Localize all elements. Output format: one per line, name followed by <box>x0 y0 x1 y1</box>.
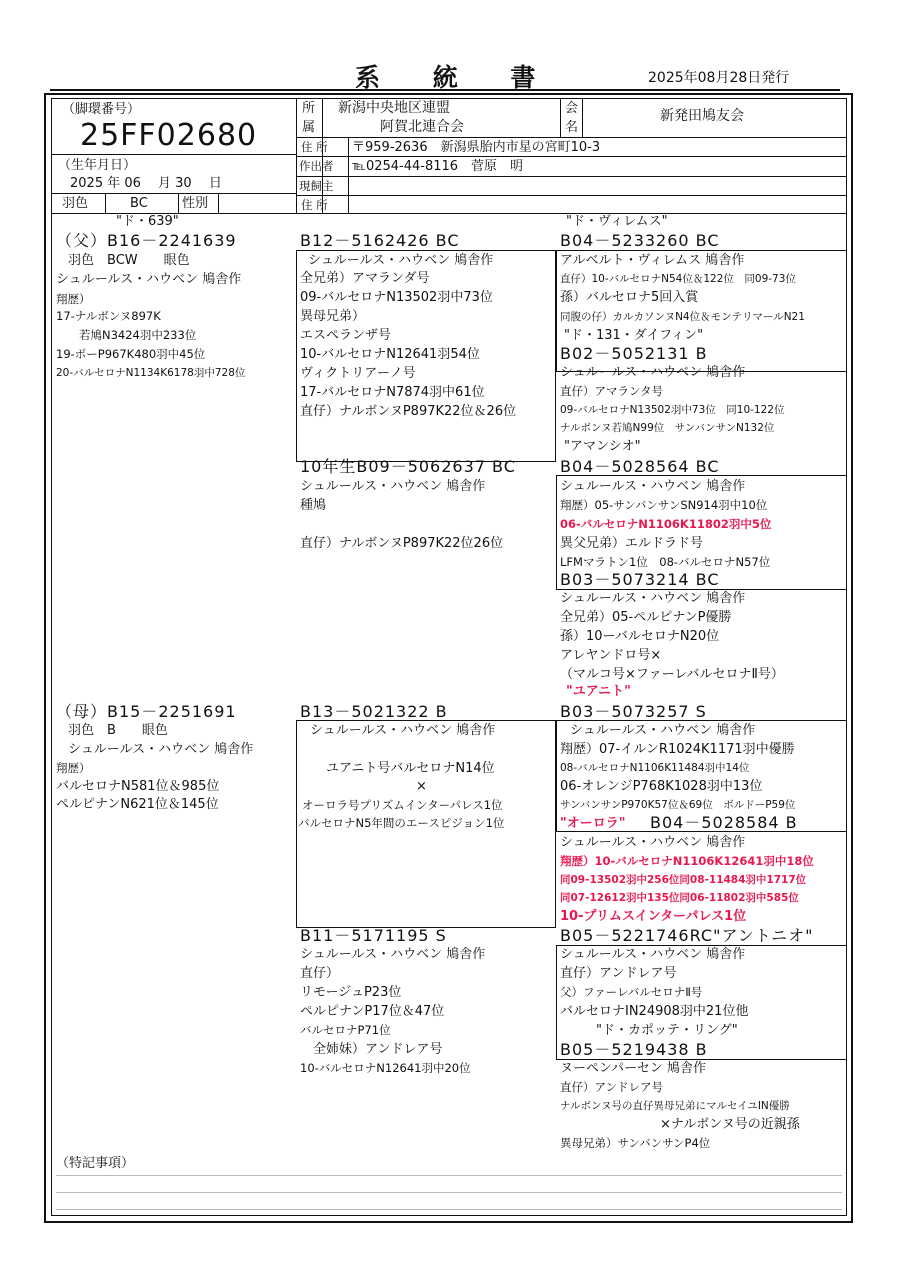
maker-info: ℡0254-44-8116 菅原 明 <box>352 159 524 174</box>
dd-breeder: シュルールス・ハウベン 鳩舎作 <box>300 947 486 962</box>
sds-breeder: シュルールス・ハウベン 鳩舎作 <box>560 479 746 494</box>
dds-line: 父）ファーレバルセロナⅡ号 <box>560 985 703 999</box>
dsd-line-highlight: 同09-13502羽中256位同08-11484羽中1717位 <box>560 874 807 886</box>
sd-breeder: シュルールス・ハウベン 鳩舎作 <box>300 479 486 494</box>
color-value: BC <box>130 196 148 211</box>
sss-name: "ド・ヴィレムス" <box>566 214 668 229</box>
sds-name: "アマンシオ" <box>564 439 641 454</box>
dsd-name: "オーロラ" <box>560 816 626 831</box>
dss-line: 08-バルセロナN1106K11484羽中14位 <box>560 762 750 774</box>
federation: 新潟中央地区連盟 <box>338 100 450 116</box>
ds-ring: B13－5021322 B <box>300 702 448 721</box>
sire-line: 19-ポーP967K480羽中45位 <box>56 347 206 361</box>
club-label-2: 名 <box>565 120 579 135</box>
birth-date: 2025 年 06 月 30 日 <box>70 176 222 191</box>
ss-line: 異母兄弟） <box>300 309 366 324</box>
sire-line: 若鳩N3424羽中233位 <box>56 328 197 342</box>
address: 〒959-2636 新潟県胎内市星の宮町10-3 <box>352 140 601 155</box>
dd-line: リモージュP23位 <box>300 985 402 1000</box>
color-label: 羽色 <box>62 196 89 211</box>
affiliation-label-2: 属 <box>302 120 316 135</box>
remarks-label: （特記事項） <box>56 1156 135 1171</box>
ds-line: バルセロナN5年間のエースピジョン1位 <box>298 816 505 830</box>
sds-line: 翔歴）05-サンバンサンSN914羽中10位 <box>560 498 768 512</box>
club-name: 新発田鳩友会 <box>660 108 744 124</box>
ss-line: 10-バルセロナN12641羽54位 <box>300 347 480 362</box>
ss-line: ヴィクトリアーノ号 <box>300 366 416 381</box>
sdd-line: （マルコ号×ファーレバルセロナⅡ号） <box>560 667 784 682</box>
dsd-breeder: シュルールス・ハウベン 鳩舎作 <box>560 835 746 850</box>
dd-ring: B11－5171195 S <box>300 926 447 945</box>
ds-line: オーロラ号プリズムインターパレス1位 <box>302 798 503 812</box>
ssd-name: "ド・131・ダイフィン" <box>564 328 704 343</box>
sds-line: LFMマラトン1位 08-バルセロナN57位 <box>560 555 771 569</box>
sire-breeder: シュルールス・ハウベン 鳩舎作 <box>56 272 242 287</box>
ssd-line: 直仔）アマランタ号 <box>560 384 664 398</box>
ddd-name: "ド・カポッテ・リング" <box>596 1023 738 1038</box>
dsd-ring: B04－5028584 B <box>650 813 798 832</box>
ddd-ring: B05－5219438 B <box>560 1040 708 1059</box>
dam-ring: （母）B15－2251691 <box>56 702 237 721</box>
ddd-line: 直仔）アンドレア号 <box>560 1080 664 1094</box>
dd-line: 10-バルセロナN12641羽中20位 <box>300 1061 471 1075</box>
dds-line: バルセロナIN24908羽中21位他 <box>560 1004 749 1019</box>
ssd-ring: B02－5052131 B <box>560 344 708 363</box>
sds-line-highlight: 06-バルセロナN1106K11802羽中5位 <box>560 517 772 531</box>
affiliation-label: 所 <box>302 101 316 116</box>
dd-line: バルセロナP71位 <box>300 1023 391 1037</box>
owner-address-label: 住 所 <box>301 198 328 212</box>
dss-breeder: シュルールス・ハウベン 鳩舎作 <box>570 723 756 738</box>
dss-ring: B03－5073257 S <box>560 702 707 721</box>
ds-line: × <box>416 779 427 794</box>
remarks-rule <box>56 1175 842 1176</box>
ddd-breeder: ヌーペンパーセン 鳩舎作 <box>560 1061 706 1076</box>
ring-label: （脚環番号） <box>62 102 141 117</box>
sss-breeder: アルベルト・ヴィレムス 鳩舎作 <box>560 253 745 268</box>
dss-line: 06-オレンジP768K1028羽中13位 <box>560 779 763 794</box>
sex-label: 性別 <box>182 196 209 211</box>
dds-line: 直仔）アンドレア号 <box>560 966 677 981</box>
ss-ring: B12－5162426 BC <box>300 231 460 250</box>
sd-line: 種鳩 <box>300 498 327 513</box>
sdd-line: 孫）10ーバルセロナN20位 <box>560 629 720 644</box>
dam-line: バルセロナN581位＆985位 <box>56 779 220 794</box>
dsd-line-highlight: 同07-12612羽中135位同06-11802羽中585位 <box>560 892 799 904</box>
ss-line: 09-バルセロナN13502羽中73位 <box>300 290 493 305</box>
ddd-line: ×ナルボンヌ号の近親孫 <box>660 1117 800 1132</box>
ring-number: 25FF02680 <box>80 118 258 153</box>
dss-line: 翔歴）07-イルンR1024K1171羽中優勝 <box>560 742 795 757</box>
sd-ring: 10年生B09－5062637 BC <box>300 457 516 476</box>
sire-line: 20-バルセロナN1134K6178羽中728位 <box>56 367 246 379</box>
sss-line: 孫）バルセロナ5回入賞 <box>560 290 699 305</box>
ds-line: ユアニト号バルセロナN14位 <box>326 761 495 776</box>
dsd-line-highlight: 10-プリムスインターパレス1位 <box>560 909 747 924</box>
sss-line: 直仔）10-バルセロナN54位＆122位 同09-73位 <box>560 273 796 285</box>
ds-breeder: シュルールス・ハウベン 鳩舎作 <box>310 723 496 738</box>
title-rule <box>50 89 840 91</box>
dds-breeder: シュルールス・ハウベン 鳩舎作 <box>560 947 746 962</box>
maker-label: 作出者 <box>299 159 334 173</box>
ssd-breeder: シュルールス・ハウベン 鳩舎作 <box>560 365 746 380</box>
dss-name: "ユアニト" <box>566 684 631 699</box>
dam-color: 羽色 B 眼色 <box>68 723 168 738</box>
dd-line: 全姉妹）アンドレア号 <box>300 1042 443 1057</box>
address-label: 住 所 <box>301 140 328 154</box>
sire-line: 翔歴） <box>56 292 91 306</box>
ss-line: 直仔）ナルボンヌP897K22位＆26位 <box>300 404 517 419</box>
dam-line: ペルピナンN621位＆145位 <box>56 797 219 812</box>
remarks-rule <box>56 1192 842 1193</box>
association: 阿賀北連合会 <box>380 119 464 135</box>
dd-line: 直仔） <box>300 966 340 981</box>
sire-name: "ド・639" <box>116 214 179 229</box>
club-label: 会 <box>565 101 579 116</box>
sire-ring: （父）B16－2241639 <box>56 231 237 250</box>
ssd-line: ナルボンヌ若鳩N99位 サンバンサンN132位 <box>560 422 775 434</box>
dss-line: サンバンサンP970K57位＆69位 ボルドーP59位 <box>560 799 796 811</box>
ssd-line: 09-バルセロナN13502羽中73位 同10-122位 <box>560 404 785 416</box>
sdd-ring: B03－5073214 BC <box>560 570 720 589</box>
ss-breeder: シュルールス・ハウベン 鳩舎作 <box>308 253 494 268</box>
dds-ring: B05－5221746RC"アントニオ" <box>560 926 814 945</box>
ss-line: 全兄弟）アマランダ号 <box>300 271 430 286</box>
ss-line: エスペランザ号 <box>300 328 392 343</box>
ddd-line: 異母兄弟）サンバンサンP4位 <box>560 1136 711 1150</box>
sdd-line: 全兄弟）05-ペルピナンP優勝 <box>560 610 732 625</box>
sds-ring: B04－5028564 BC <box>560 457 720 476</box>
sire-color: 羽色 BCW 眼色 <box>68 253 190 268</box>
sire-line: 17-ナルボンヌ897K <box>56 309 161 323</box>
ss-line: 17-バルセロナN7874羽中61位 <box>300 385 485 400</box>
ddd-line: ナルボンヌ号の直仔異母兄弟にマルセイユIN優勝 <box>560 1100 790 1112</box>
sss-line: 同腹の仔）カルカソンヌN4位＆モンテリマールN21 <box>560 311 805 323</box>
dam-breeder: シュルールス・ハウベン 鳩舎作 <box>68 742 254 757</box>
sdd-breeder: シュルールス・ハウベン 鳩舎作 <box>560 591 746 606</box>
dam-line: 翔歴） <box>56 761 91 775</box>
sdd-line: アレヤンドロ号× <box>560 648 662 663</box>
remarks-rule <box>56 1209 842 1210</box>
dsd-line-highlight: 翔歴）10-バルセロナN1106K12641羽中18位 <box>560 854 814 868</box>
birth-label: （生年月日） <box>58 158 137 173</box>
document-title: 系 統 書 <box>355 63 558 92</box>
owner-label: 現飼主 <box>299 179 334 193</box>
dd-line: ペルピナンP17位＆47位 <box>300 1004 445 1019</box>
sss-ring: B04－5233260 BC <box>560 231 720 250</box>
sd-line: 直仔）ナルボンヌP897K22位26位 <box>300 536 504 551</box>
sds-line: 異父兄弟）エルドラド号 <box>560 536 704 551</box>
issue-date: 2025年08月28日発行 <box>648 70 790 86</box>
